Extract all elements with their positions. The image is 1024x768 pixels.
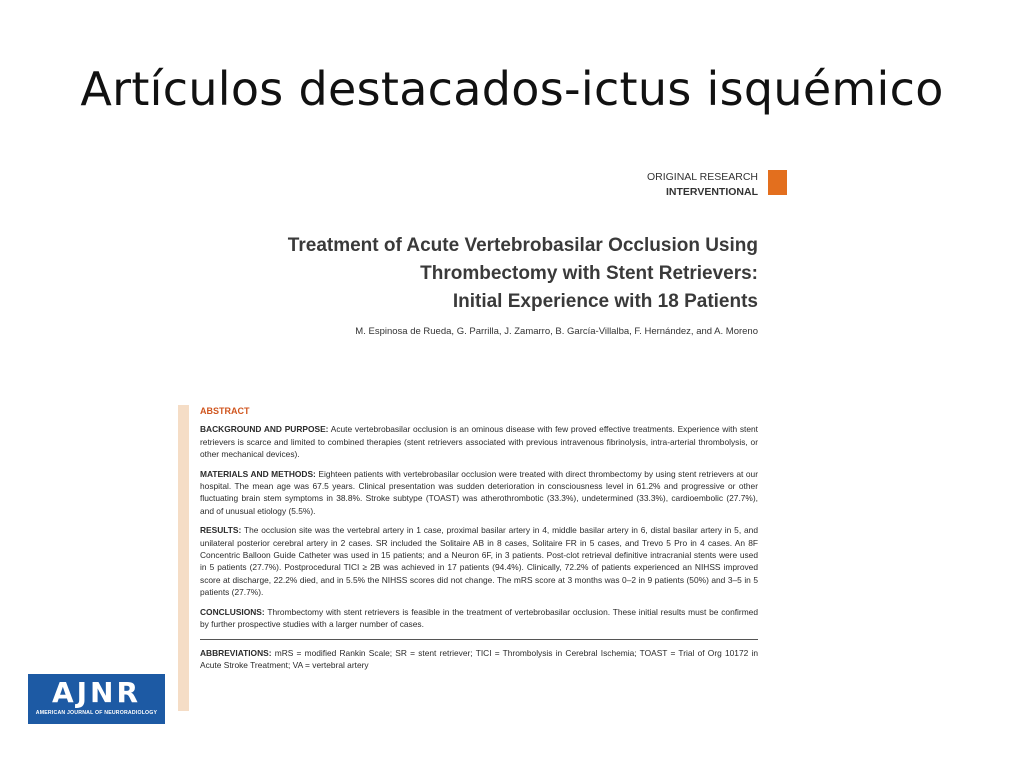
abstract-results: [200, 524, 758, 598]
abbreviations-text: mRS = modified Rankin Scale; SR = stent retriever; TICI = Thrombolysis in Cerebral Ischemia; TOAST = Trial of Org 10172 in Acute Stroke Treatment; VA = vertebral artery: [200, 647, 758, 670]
abstract-abbreviations: [200, 639, 758, 672]
methods-text: Eighteen patients with vertebrobasilar occlusion were treated with direct thrombectomy by using stent retrievers at our hospital. The mean age was 67.5 years. Clinical presentation was sudden deterioration in consciousness level in 61.2% and progressive or other fluctuating brain stem symptoms in 38.8%. Stroke subtype (TOAST) was atherothrombotic (33.3%), undetermined (33.3%), cardioembolic (27.7%), and of unusual etiology (5.5%).: [200, 468, 758, 516]
slide-title: Artículos destacados-ictus isquémico: [80, 62, 944, 116]
results-text: The occlusion site was the vertebral artery in 1 case, proximal basilar artery in 4, middle basilar artery in 6, distal basilar artery in 5, and unilateral posterior cerebral artery in 2 cases. SR included the Solitaire AB in 8 cases, Solitaire FR in 5 cases, and Trevo 5 Pro in 4 cases. An 8F Concentric Balloon Guide Catheter was used in 15 patients; and a Neuron 6F, in 3 patients. Post-clot retrieval definitive intracranial stents were used in 5 patients (27.7%). Postprocedural TICI ≥ 2B was achieved in 17 patients (94.4%). Clinically, 72.2% of patients experienced an NIHSS improved score at discharge, 22.2% died, and in 5.5% the NIHSS scores did not change. The mRS score at 3 months was 0–2 in 9 patients (50%) and 3–5 in 5 patients (27.7%).: [200, 525, 758, 598]
article-title: [288, 232, 758, 316]
background-text: Acute vertebrobasilar occlusion is an ominous disease with few proved effective treatments. Experience with stent retrievers is scarce and limited to combined therapies (stent retrievers associated with previous intravenous fibrinolysis, intra-arterial thrombolysis, or other mechanical devices).: [200, 424, 758, 460]
ajnr-logo-wordmark: AJNR: [51, 676, 142, 709]
article-title-line-1: Treatment of Acute Vertebrobasilar Occlusion Using: [287, 235, 758, 256]
abstract-conclusions: [200, 606, 758, 631]
abstract-block: [200, 405, 758, 671]
section-kicker-interventional: INTERVENTIONAL: [666, 186, 758, 198]
abstract-heading: ABSTRACT: [200, 406, 250, 416]
methods-label: MATERIALS AND METHODS:: [200, 468, 316, 479]
abstract-background: [200, 423, 758, 460]
section-kicker-original-research: ORIGINAL RESEARCH: [646, 171, 758, 183]
section-color-tab: [768, 170, 787, 195]
abstract-methods: [200, 468, 758, 518]
conclusions-text: Thrombectomy with stent retrievers is feasible in the treatment of vertebrobasilar occlusion. These initial results must be confirmed by further prospective studies with a larger number of cases.: [200, 606, 758, 630]
abstract-side-bar: [178, 405, 189, 711]
ajnr-logo-subtitle: AMERICAN JOURNAL OF NEURORADIOLOGY: [35, 710, 158, 716]
article-authors: M. Espinosa de Rueda, G. Parrilla, J. Zamarro, B. García-Villalba, F. Hernández, and A. Moreno: [355, 326, 758, 337]
results-label: RESULTS:: [200, 525, 242, 536]
background-label: BACKGROUND AND PURPOSE:: [200, 424, 329, 435]
abbreviations-label: ABBREVIATIONS:: [200, 647, 272, 658]
conclusions-label: CONCLUSIONS:: [200, 606, 265, 617]
article-title-line-3: Initial Experience with 18 Patients: [452, 291, 758, 312]
ajnr-logo: [28, 674, 165, 724]
article-title-line-2: Thrombectomy with Stent Retrievers:: [420, 263, 758, 284]
article-section-label: [647, 170, 758, 200]
